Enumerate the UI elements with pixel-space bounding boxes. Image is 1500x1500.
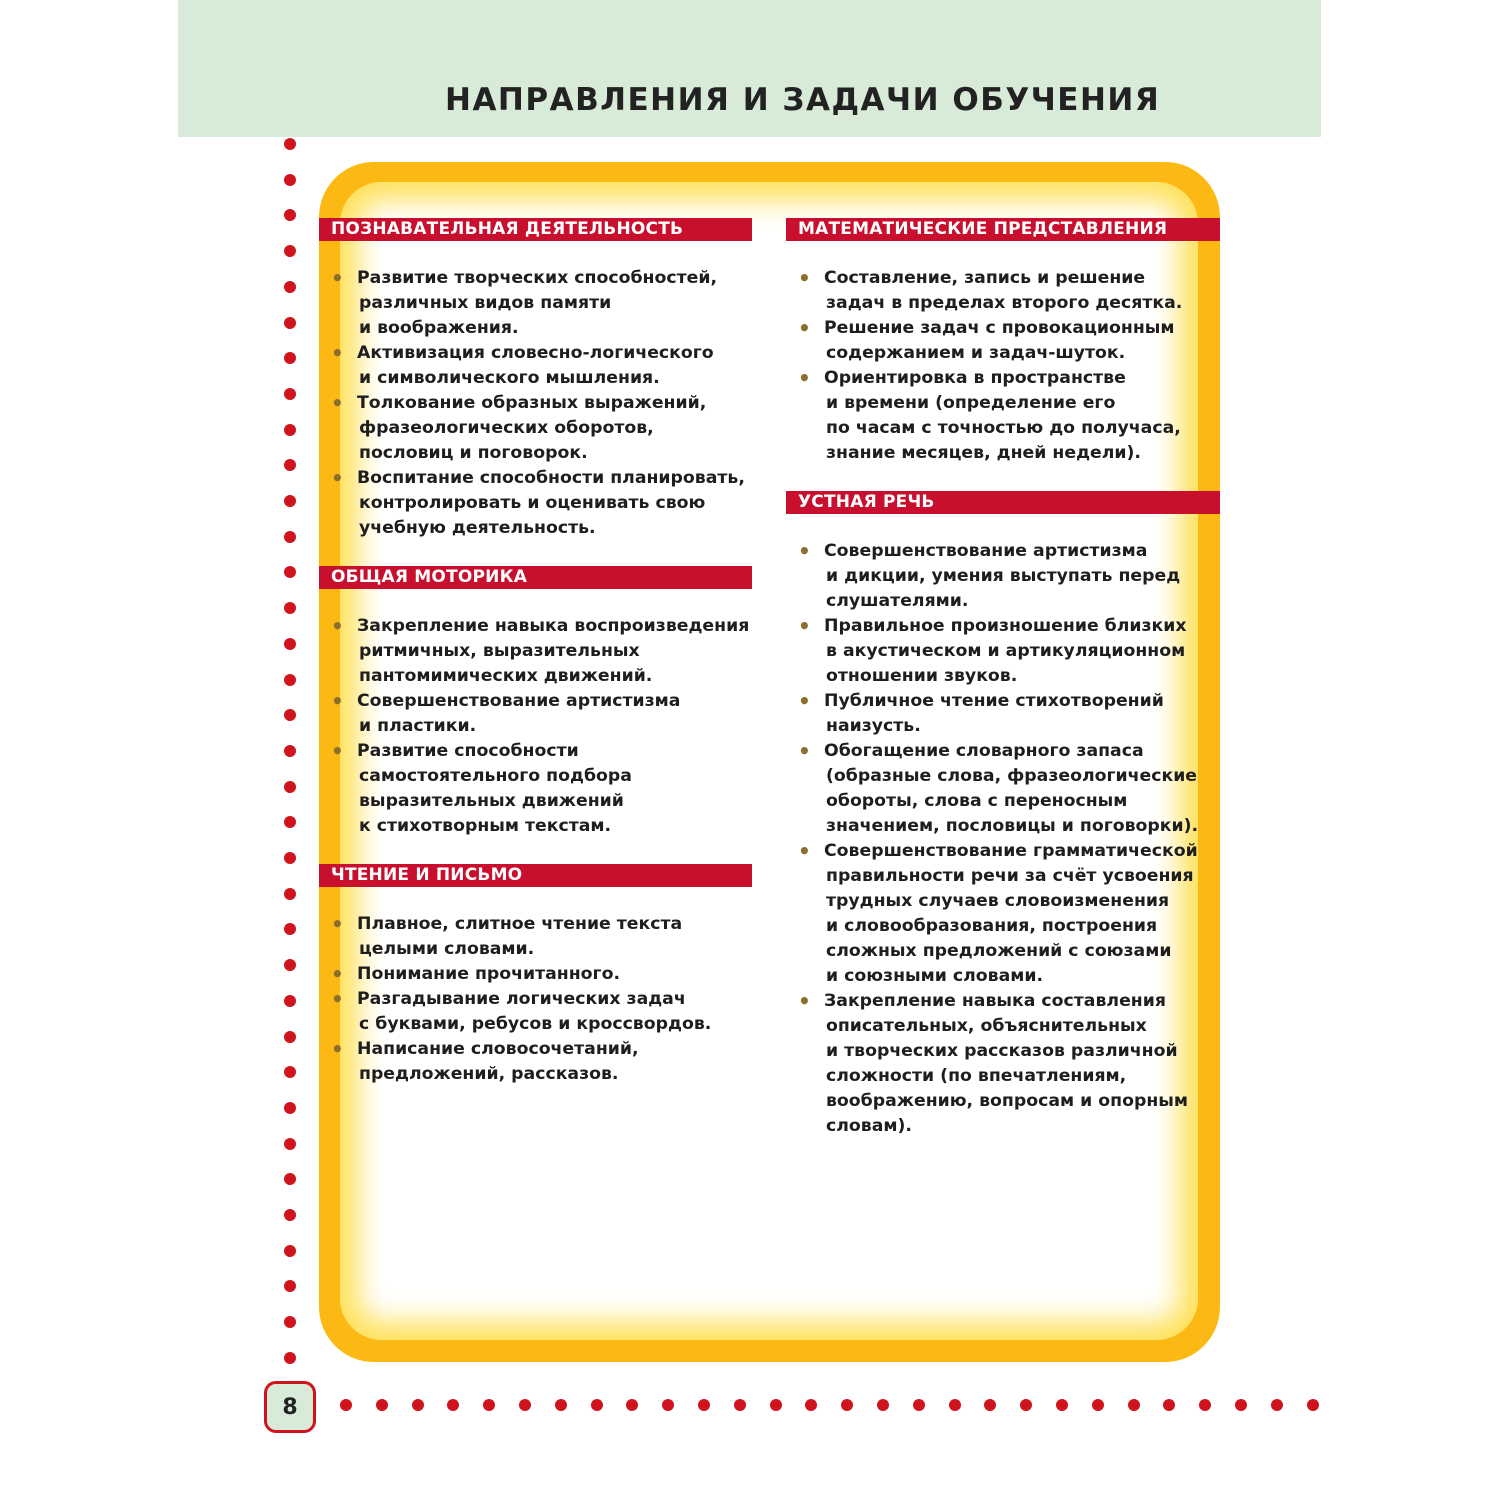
dot-icon bbox=[284, 852, 296, 864]
list-item bbox=[319, 987, 752, 1037]
list-item-text: и пластики. bbox=[359, 716, 477, 736]
list-item-text: Плавное, слитное чтение текста bbox=[357, 914, 683, 934]
section-title: МАТЕМАТИЧЕСКИЕ ПРЕДСТАВЛЕНИЯ bbox=[786, 218, 1220, 241]
bullet-icon: • bbox=[331, 341, 344, 365]
dot-icon bbox=[284, 959, 296, 971]
dot-icon bbox=[284, 495, 296, 507]
list-item-text: знание месяцев, дней недели). bbox=[826, 443, 1141, 463]
left-column bbox=[319, 218, 752, 1112]
list-item-text: отношении звуков. bbox=[826, 666, 1018, 686]
list-item-text: словам). bbox=[826, 1116, 912, 1136]
list-item bbox=[786, 366, 1220, 466]
list-item-text: и дикции, умения выступать перед bbox=[826, 566, 1181, 586]
dot-icon bbox=[376, 1399, 388, 1411]
list-item bbox=[319, 341, 752, 391]
dot-icon bbox=[284, 388, 296, 400]
dot-icon bbox=[984, 1399, 996, 1411]
list-item-text: Воспитание способности планировать, bbox=[357, 468, 745, 488]
dot-icon bbox=[284, 459, 296, 471]
right-column bbox=[786, 218, 1220, 1164]
list-item-text: сложности (по впечатлениям, bbox=[826, 1066, 1127, 1086]
dot-icon bbox=[1307, 1399, 1319, 1411]
list-item-text: и времени (определение его bbox=[826, 393, 1116, 413]
list-item-text: Решение задач с провокационным bbox=[824, 318, 1175, 338]
list-item-text: и символического мышления. bbox=[359, 368, 660, 388]
dot-icon bbox=[284, 745, 296, 757]
list-item-text: фразеологических оборотов, bbox=[359, 418, 654, 438]
page-number: 8 bbox=[264, 1381, 316, 1433]
dot-icon bbox=[447, 1399, 459, 1411]
dot-icon bbox=[284, 566, 296, 578]
section-math bbox=[786, 218, 1220, 491]
list-item-text: целыми словами. bbox=[359, 939, 535, 959]
dot-icon bbox=[284, 1209, 296, 1221]
list-item-text: Ориентировка в пространстве bbox=[824, 368, 1126, 388]
list-item-text: Публичное чтение стихотворений bbox=[824, 691, 1164, 711]
list-item-text: Закрепление навыка составления bbox=[824, 991, 1166, 1011]
list-item bbox=[786, 316, 1220, 366]
dot-icon bbox=[1199, 1399, 1211, 1411]
dot-icon bbox=[555, 1399, 567, 1411]
list-item bbox=[319, 739, 752, 839]
dot-icon bbox=[284, 352, 296, 364]
dot-icon bbox=[284, 923, 296, 935]
bullet-list bbox=[319, 589, 752, 864]
list-item-text: Составление, запись и решение bbox=[824, 268, 1146, 288]
list-item bbox=[786, 614, 1220, 689]
list-item bbox=[319, 466, 752, 541]
bullet-icon: • bbox=[331, 1037, 344, 1061]
bullet-icon: • bbox=[798, 539, 811, 563]
dot-icon bbox=[284, 1031, 296, 1043]
list-item bbox=[786, 989, 1220, 1139]
bullet-icon: • bbox=[331, 962, 344, 986]
dot-icon bbox=[284, 1138, 296, 1150]
page-title: НАПРАВЛЕНИЯ И ЗАДАЧИ ОБУЧЕНИЯ bbox=[445, 82, 1161, 118]
list-item-text: контролировать и оценивать свою bbox=[359, 493, 706, 513]
section-reading bbox=[319, 864, 752, 1112]
list-item-text: (образные слова, фразеологические bbox=[826, 766, 1198, 786]
bullet-list bbox=[319, 241, 752, 566]
dot-icon bbox=[913, 1399, 925, 1411]
section-title: УСТНАЯ РЕЧЬ bbox=[786, 491, 1220, 514]
list-item bbox=[319, 614, 752, 689]
section-motor bbox=[319, 566, 752, 864]
dot-icon bbox=[284, 1173, 296, 1185]
list-item-text: наизусть. bbox=[826, 716, 921, 736]
dot-icon bbox=[284, 1102, 296, 1114]
dot-icon bbox=[284, 638, 296, 650]
list-item-text: Развитие творческих способностей, bbox=[357, 268, 718, 288]
bullet-icon: • bbox=[331, 614, 344, 638]
bullet-icon: • bbox=[798, 266, 811, 290]
list-item-text: описательных, объяснительных bbox=[826, 1016, 1147, 1036]
bullet-icon: • bbox=[331, 391, 344, 415]
list-item bbox=[786, 689, 1220, 739]
dot-icon bbox=[1092, 1399, 1104, 1411]
dot-icon bbox=[284, 1066, 296, 1078]
dot-icon bbox=[591, 1399, 603, 1411]
list-item-text: Закрепление навыка воспроизведения bbox=[357, 616, 750, 636]
dot-icon bbox=[284, 138, 296, 150]
dot-icon bbox=[284, 317, 296, 329]
dot-icon bbox=[284, 1245, 296, 1257]
dot-icon bbox=[340, 1399, 352, 1411]
dot-icon bbox=[519, 1399, 531, 1411]
list-item-text: по часам с точностью до получаса, bbox=[826, 418, 1181, 438]
list-item-text: Написание словосочетаний, bbox=[357, 1039, 639, 1059]
list-item-text: Совершенствование грамматической bbox=[824, 841, 1198, 861]
bullet-icon: • bbox=[798, 689, 811, 713]
list-item-text: трудных случаев словоизменения bbox=[826, 891, 1170, 911]
dot-icon bbox=[805, 1399, 817, 1411]
list-item-text: Совершенствование артистизма bbox=[824, 541, 1148, 561]
dot-icon bbox=[1271, 1399, 1283, 1411]
list-item-text: правильности речи за счёт усвоения bbox=[826, 866, 1194, 886]
list-item-text: учебную деятельность. bbox=[359, 518, 596, 538]
list-item-text: ритмичных, выразительных bbox=[359, 641, 640, 661]
list-item-text: самостоятельного подбора bbox=[359, 766, 632, 786]
list-item-text: слушателями. bbox=[826, 591, 969, 611]
bullet-list bbox=[786, 241, 1220, 491]
list-item-text: значением, пословицы и поговорки). bbox=[826, 816, 1199, 836]
list-item-text: Правильное произношение близких bbox=[824, 616, 1187, 636]
dot-icon bbox=[284, 281, 296, 293]
bullet-icon: • bbox=[331, 266, 344, 290]
section-title: ПОЗНАВАТЕЛЬНАЯ ДЕЯТЕЛЬНОСТЬ bbox=[319, 218, 752, 241]
dot-icon bbox=[841, 1399, 853, 1411]
list-item-text: с буквами, ребусов и кроссвордов. bbox=[359, 1014, 712, 1034]
list-item-text: и воображения. bbox=[359, 318, 519, 338]
dot-icon bbox=[284, 245, 296, 257]
list-item-text: пантомимических движений. bbox=[359, 666, 653, 686]
list-item bbox=[319, 962, 752, 987]
list-item bbox=[319, 266, 752, 341]
list-item-text: задач в пределах второго десятка. bbox=[826, 293, 1183, 313]
list-item-text: и словообразования, построения bbox=[826, 916, 1158, 936]
list-item-text: предложений, рассказов. bbox=[359, 1064, 619, 1084]
list-item bbox=[786, 539, 1220, 614]
bullet-icon: • bbox=[798, 614, 811, 638]
dot-icon bbox=[626, 1399, 638, 1411]
bullet-icon: • bbox=[331, 912, 344, 936]
bullet-icon: • bbox=[331, 987, 344, 1011]
list-item bbox=[319, 912, 752, 962]
list-item-text: к стихотворным текстам. bbox=[359, 816, 612, 836]
section-cognitive bbox=[319, 218, 752, 566]
dot-icon bbox=[284, 709, 296, 721]
list-item-text: Обогащение словарного запаса bbox=[824, 741, 1144, 761]
bullet-icon: • bbox=[798, 989, 811, 1013]
list-item-text: различных видов памяти bbox=[359, 293, 612, 313]
dot-icon bbox=[412, 1399, 424, 1411]
bullet-list bbox=[786, 514, 1220, 1164]
dot-icon bbox=[284, 781, 296, 793]
list-item-text: сложных предложений с союзами bbox=[826, 941, 1172, 961]
list-item-text: и творческих рассказов различной bbox=[826, 1041, 1178, 1061]
dot-icon bbox=[1020, 1399, 1032, 1411]
dot-icon bbox=[284, 424, 296, 436]
bullet-icon: • bbox=[798, 316, 811, 340]
dot-icon bbox=[284, 1280, 296, 1292]
dot-icon bbox=[284, 531, 296, 543]
dot-icon bbox=[734, 1399, 746, 1411]
bullet-icon: • bbox=[798, 839, 811, 863]
list-item bbox=[786, 739, 1220, 839]
dot-icon bbox=[1056, 1399, 1068, 1411]
dot-icon bbox=[284, 602, 296, 614]
list-item-text: Разгадывание логических задач bbox=[357, 989, 686, 1009]
dot-icon bbox=[284, 1352, 296, 1364]
bullet-icon: • bbox=[331, 739, 344, 763]
list-item-text: выразительных движений bbox=[359, 791, 624, 811]
list-item-text: обороты, слова с переносным bbox=[826, 791, 1128, 811]
list-item-text: пословиц и поговорок. bbox=[359, 443, 588, 463]
list-item bbox=[319, 689, 752, 739]
bullet-icon: • bbox=[798, 739, 811, 763]
dot-icon bbox=[949, 1399, 961, 1411]
dot-icon bbox=[284, 816, 296, 828]
section-speech bbox=[786, 491, 1220, 1164]
dot-icon bbox=[1163, 1399, 1175, 1411]
list-item-text: Совершенствование артистизма bbox=[357, 691, 681, 711]
list-item-text: Толкование образных выражений, bbox=[357, 393, 707, 413]
bullet-icon: • bbox=[331, 466, 344, 490]
dot-icon bbox=[284, 995, 296, 1007]
list-item-text: и союзными словами. bbox=[826, 966, 1044, 986]
dot-icon bbox=[284, 674, 296, 686]
list-item-text: Активизация словесно-логического bbox=[357, 343, 714, 363]
list-item bbox=[786, 266, 1220, 316]
dot-icon bbox=[284, 174, 296, 186]
section-title: ЧТЕНИЕ И ПИСЬМО bbox=[319, 864, 752, 887]
dot-icon bbox=[284, 888, 296, 900]
dot-icon bbox=[662, 1399, 674, 1411]
bullet-list bbox=[319, 887, 752, 1112]
dot-icon bbox=[698, 1399, 710, 1411]
dot-icon bbox=[1235, 1399, 1247, 1411]
dot-icon bbox=[483, 1399, 495, 1411]
dot-icon bbox=[284, 209, 296, 221]
list-item-text: содержанием и задач-шуток. bbox=[826, 343, 1126, 363]
list-item bbox=[319, 1037, 752, 1087]
dot-icon bbox=[1128, 1399, 1140, 1411]
section-title: ОБЩАЯ МОТОРИКА bbox=[319, 566, 752, 589]
list-item bbox=[319, 391, 752, 466]
list-item-text: Развитие способности bbox=[357, 741, 579, 761]
list-item-text: воображению, вопросам и опорным bbox=[826, 1091, 1189, 1111]
dot-icon bbox=[770, 1399, 782, 1411]
list-item-text: в акустическом и артикуляционном bbox=[826, 641, 1186, 661]
list-item-text: Понимание прочитанного. bbox=[357, 964, 621, 984]
bullet-icon: • bbox=[331, 689, 344, 713]
dot-icon bbox=[877, 1399, 889, 1411]
dot-icon bbox=[284, 1316, 296, 1328]
bullet-icon: • bbox=[798, 366, 811, 390]
list-item bbox=[786, 839, 1220, 989]
